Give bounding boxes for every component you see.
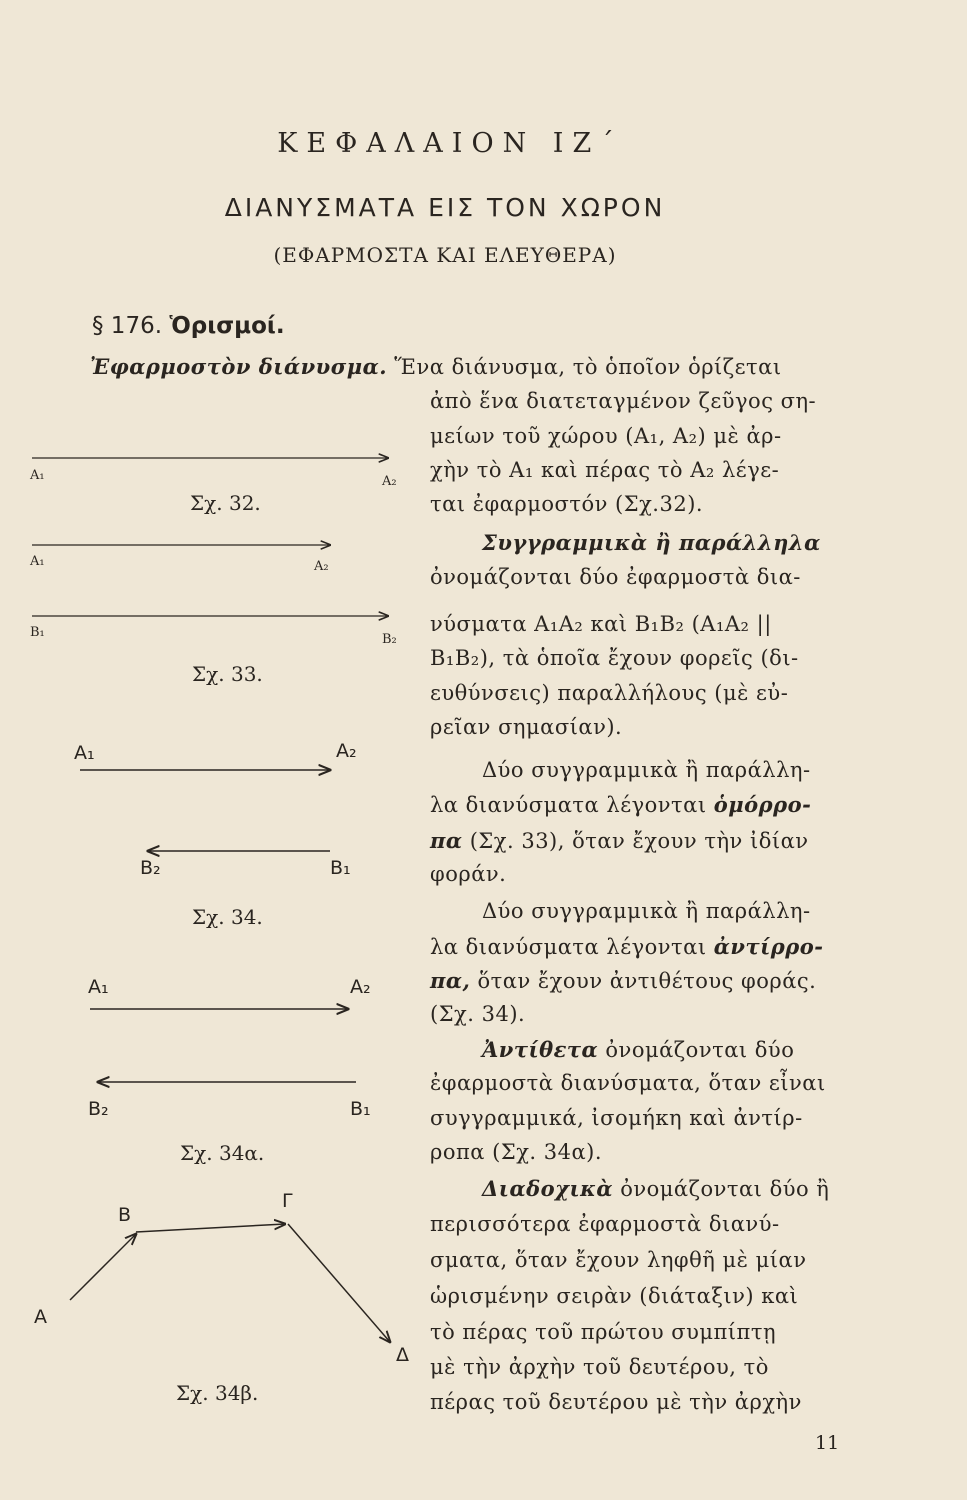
fig32-end-label: A₂ <box>382 474 397 489</box>
text-line-29: μὲ τὴν ἀρχὴν τοῦ δευτέρου, τὸ <box>430 1355 769 1379</box>
page-number: 11 <box>815 1432 840 1454</box>
fig34b-vector-ab <box>70 1234 136 1300</box>
fig34b-caption: Σχ. 34β. <box>176 1381 259 1405</box>
text-line-20-rest: ὀνομάζονται δύο <box>605 1038 795 1062</box>
fig34a-caption: Σχ. 34α. <box>180 1141 265 1165</box>
fig32-start-label: A₁ <box>30 468 45 483</box>
text-line-21: ἐφαρμοστὰ διανύσματα, ὅταν εἶναι <box>430 1071 826 1095</box>
text-line-18 <box>430 968 816 993</box>
text-line-10: ευθύνσεις) παραλλήλους (μὲ εὐ- <box>430 681 789 705</box>
text-line-25: περισσότερα ἐφαρμοστὰ διανύ- <box>430 1212 780 1236</box>
section-title: Ὁρισμοί. <box>169 313 285 339</box>
fig34a-a-end-label: A₂ <box>350 976 371 998</box>
text-line-24-rest: ὀνομάζονται δύο ἢ <box>620 1177 830 1201</box>
text-line-14-rest: (Σχ. 33), ὅταν ἔχουν τὴν ἰδίαν <box>469 829 809 853</box>
fig34-b-left-label: B₂ <box>140 857 161 879</box>
chapter-title: ΔΙΑΝΥΣΜΑΤΑ ΕΙΣ ΤΟΝ ΧΩΡΟΝ <box>224 193 666 222</box>
text-line-13-a: λα διανύσματα λέγονται <box>430 793 707 817</box>
text-line-17 <box>430 934 823 959</box>
term-applied-vector: Ἐφαρμοστὸν διάνυσμα. <box>90 354 388 379</box>
term-same-direction: ὁμόρρο- <box>713 792 812 817</box>
fig34b-vector-gd <box>288 1224 390 1342</box>
section-number: § 176. <box>92 313 163 339</box>
text-line-17-a: λα διανύσματα λέγονται <box>430 935 707 959</box>
text-line-22: συγγραμμικά, ἰσομήκη καὶ ἀντίρ- <box>430 1106 803 1130</box>
fig34-a-end-label: A₂ <box>336 740 357 762</box>
term-opposite-vectors: Ἀντίθετα <box>482 1037 599 1062</box>
fig34b-point-d: Δ <box>396 1344 409 1366</box>
text-line-7: ὀνομάζονται δύο ἐφαρμοστὰ δια- <box>430 565 801 589</box>
text-line-16: Δύο συγγραμμικὰ ἢ παράλλη- <box>482 899 811 923</box>
text-line-24 <box>482 1176 829 1201</box>
fig34b-point-b: B <box>118 1204 132 1226</box>
text-line-13 <box>430 792 811 817</box>
text-line-1-rest: Ἕνα διάνυσμα, τὸ ὁποῖον ὁρίζεται <box>394 355 782 379</box>
text-line-23: ροπα (Σχ. 34α). <box>430 1140 603 1164</box>
text-line-8: νύσματα A₁A₂ καὶ B₁B₂ (A₁A₂ || <box>430 612 772 636</box>
text-line-27: ὡρισμένην σειρὰν (διάταξιν) καὶ <box>430 1284 799 1308</box>
text-line-4: χὴν τὸ A₁ καὶ πέρας τὸ A₂ λέγε- <box>430 458 780 482</box>
term-opposite-direction: ἀντίρρο- <box>713 934 824 959</box>
fig33-b-end-label: B₂ <box>382 632 397 647</box>
fig33-b-start-label: B₁ <box>30 625 45 640</box>
fig34b-vector-bg <box>136 1224 285 1232</box>
fig32-caption: Σχ. 32. <box>190 491 261 515</box>
text-line-5: ται ἐφαρμοστόν (Σχ.32). <box>430 492 704 516</box>
term-collinear: Συγγραμμικὰ ἢ παράλληλα <box>482 530 821 555</box>
fig33-a-start-label: A₁ <box>30 554 45 569</box>
fig33-caption: Σχ. 33. <box>192 662 263 686</box>
fig34a-b-left-label: B₂ <box>88 1098 109 1120</box>
text-line-12: Δύο συγγραμμικὰ ἢ παράλλη- <box>482 758 811 782</box>
text-line-1 <box>90 354 782 379</box>
fig34a-b-right-label: B₁ <box>350 1098 371 1120</box>
fig34-a-start-label: A₁ <box>74 742 95 764</box>
text-line-3: μείων τοῦ χώρου (A₁, A₂) μὲ ἀρ- <box>430 424 782 448</box>
text-line-14 <box>430 828 809 853</box>
text-line-15: φοράν. <box>430 862 507 886</box>
text-line-18-rest: ὅταν ἔχουν ἀντιθέτους φοράς. <box>477 969 817 993</box>
text-line-30: πέρας τοῦ δευτέρου μὲ τὴν ἀρχὴν <box>430 1390 802 1414</box>
text-line-11: ρεῖαν σημασίαν). <box>430 715 623 739</box>
term-opposite-direction-end: πα, <box>430 968 471 993</box>
text-line-28: τὸ πέρας τοῦ πρώτου συμπίπτῃ <box>430 1320 777 1344</box>
fig33-a-end-label: A₂ <box>314 559 329 574</box>
text-line-19: (Σχ. 34). <box>430 1002 526 1026</box>
chapter-subtitle: (ΕΦΑΡΜΟΣΤΑ ΚΑΙ ΕΛΕΥΘΕΡΑ) <box>273 243 617 267</box>
text-line-20 <box>482 1037 794 1062</box>
text-line-9: B₁B₂), τὰ ὁποῖα ἔχουν φορεῖς (δι- <box>430 646 799 670</box>
fig34b-point-g: Γ <box>282 1190 293 1212</box>
term-successive: Διαδοχικὰ <box>482 1176 614 1201</box>
chapter-heading: ΚΕΦΑΛΑΙΟΝ ΙΖ΄ <box>277 128 623 159</box>
text-line-2: ἀπὸ ἕνα διατεταγμένον ζεῦγος ση- <box>430 389 817 413</box>
fig34-b-right-label: B₁ <box>330 857 351 879</box>
fig34a-a-start-label: A₁ <box>88 976 109 998</box>
fig34-caption: Σχ. 34. <box>192 905 263 929</box>
term-same-direction-end: πα <box>430 828 463 853</box>
text-line-26: σματα, ὅταν ἔχουν ληφθῆ μὲ μίαν <box>430 1248 807 1272</box>
fig34b-point-a: A <box>34 1306 47 1328</box>
